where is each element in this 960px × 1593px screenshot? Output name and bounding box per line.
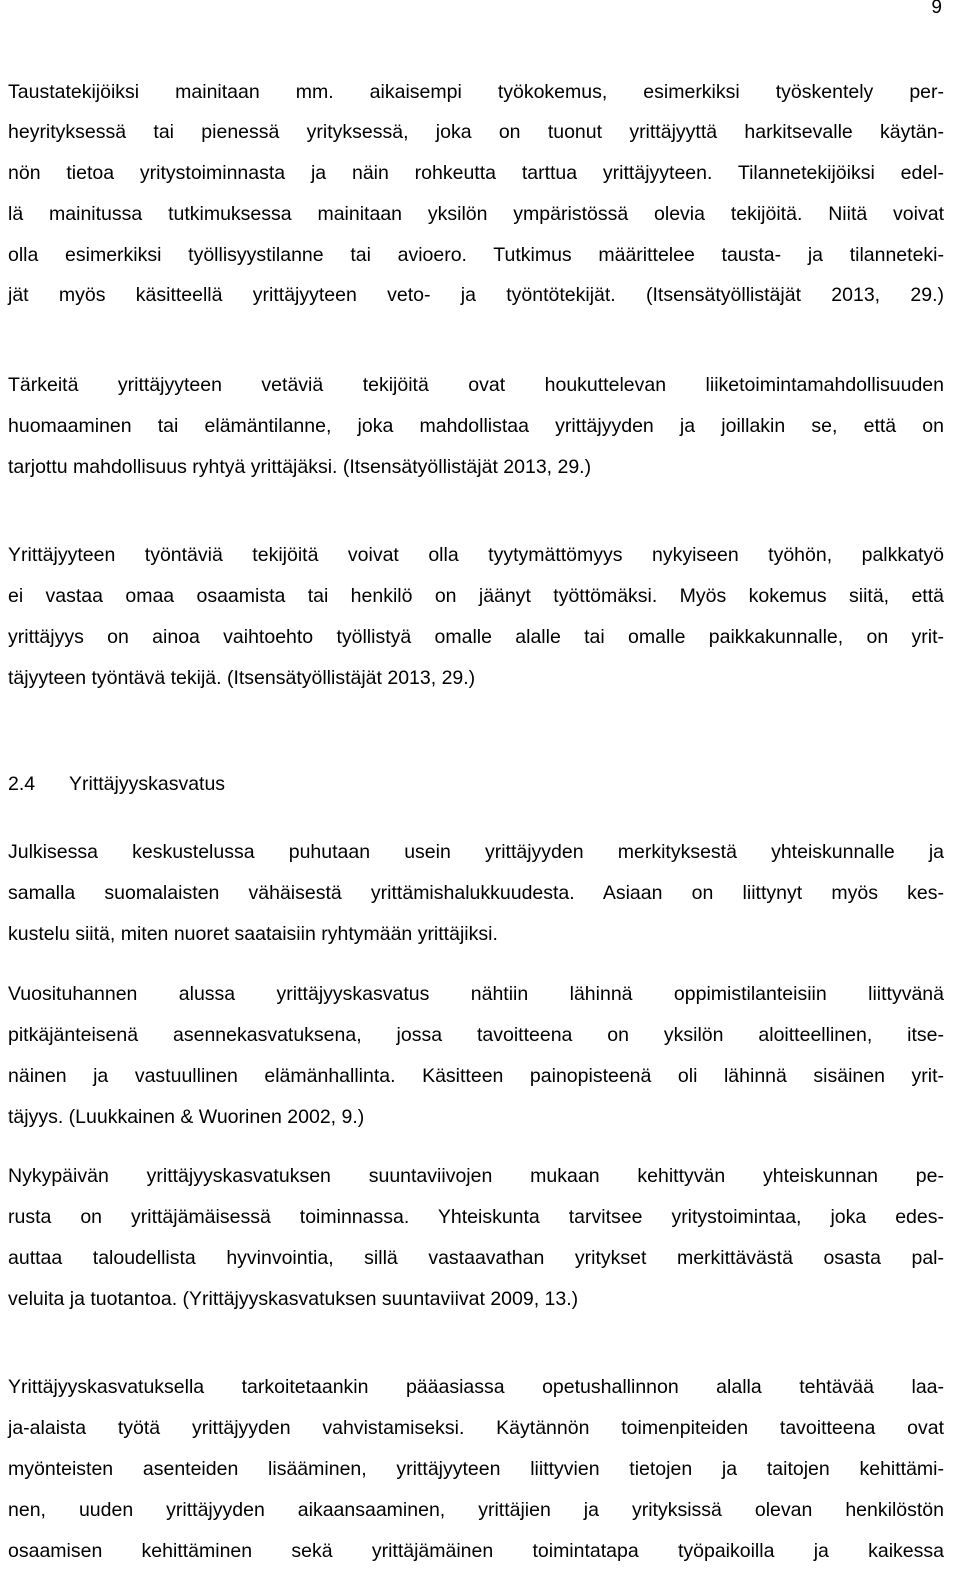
text-line: samalla suomalaisten vähäisestä yrittämishalukkuudesta. Asiaan on liittynyt myös kes- (8, 882, 944, 904)
text-line: ei vastaa omaa osaamista tai henkilö on jäänyt työttömäksi. Myös kokemus siitä, että (8, 585, 944, 607)
section-number: 2.4 (8, 773, 36, 795)
text-line: myönteisten asenteiden lisääminen, yrittäjyyteen liittyvien tietojen ja taitojen kehittämi- (8, 1458, 944, 1480)
text-line: yrittäjyys on ainoa vaihtoehto työllistyä omalle alalle tai omalle paikkakunnalle, on yrit- (8, 626, 944, 648)
text-line: kustelu siitä, miten nuoret saataisiin ryhtymään yrittäjiksi. (8, 923, 498, 945)
text-line: tarjottu mahdollisuus ryhtyä yrittäjäksi. (Itsensätyöllistäjät 2013, 29.) (8, 456, 592, 478)
text-line: Tärkeitä yrittäjyyteen vetäviä tekijöitä ovat houkuttelevan liiketoimintamahdollisuuden (8, 374, 944, 396)
text-line: Julkisessa keskustelussa puhutaan usein yrittäjyyden merkityksestä yhteiskunnalle ja (8, 841, 944, 863)
text-line: nen, uuden yrittäjyyden aikaansaaminen, yrittäjien ja yrityksissä olevan henkilöstön (8, 1499, 944, 1521)
text-line: Yrittäjyyskasvatuksella tarkoitetaankin pääasiassa opetushallinnon alalla tehtävää laa- (8, 1376, 944, 1398)
text-line: huomaaminen tai elämäntilanne, joka mahdollistaa yrittäjyyden ja joillakin se, että on (8, 415, 944, 437)
text-line: täjyyteen työntävä tekijä. (Itsensätyöllistäjät 2013, 29.) (8, 667, 476, 689)
text-line: jät myös käsitteellä yrittäjyyteen veto- ja työntötekijät. (Itsensätyöllistäjät 2013, 29.) (8, 284, 944, 306)
text-line: rusta on yrittäjämäisessä toiminnassa. Yhteiskunta tarvitsee yritystoimintaa, joka edes- (8, 1206, 944, 1228)
text-line: täjyys. (Luukkainen & Wuorinen 2002, 9.) (8, 1106, 365, 1128)
text-line: auttaa taloudellista hyvinvointia, sillä vastaavathan yritykset merkittävästä osasta pal- (8, 1247, 944, 1269)
text-line: Nykypäivän yrittäjyyskasvatuksen suuntaviivojen mukaan kehittyvän yhteiskunnan pe- (8, 1165, 944, 1187)
text-line: veluita ja tuotantoa. (Yrittäjyyskasvatuksen suuntaviivat 2009, 13.) (8, 1288, 579, 1310)
text-line: olla esimerkiksi työllisyystilanne tai avioero. Tutkimus määrittelee tausta- ja tilanneteki- (8, 244, 944, 266)
text-line: näinen ja vastuullinen elämänhallinta. Käsitteen painopisteenä oli lähinnä sisäinen yrit- (8, 1065, 944, 1087)
text-line: nön tietoa yritystoiminnasta ja näin rohkeutta tarttua yrittäjyyteen. Tilannetekijöiksi edel- (8, 162, 944, 184)
text-line: osaamisen kehittäminen sekä yrittäjämäinen toimintatapa työpaikoilla ja kaikessa (8, 1540, 944, 1562)
text-line: ja-alaista työtä yrittäjyyden vahvistamiseksi. Käytännön toimenpiteiden tavoitteena ovat (8, 1417, 944, 1439)
text-line: Vuosituhannen alussa yrittäjyyskasvatus nähtiin lähinnä oppimistilanteisiin liittyvänä (8, 983, 944, 1005)
text-line: Taustatekijöiksi mainitaan mm. aikaisempi työkokemus, esimerkiksi työskentely per- (8, 81, 944, 103)
text-line: Yrittäjyyteen työntäviä tekijöitä voivat olla tyytymättömyys nykyiseen työhön, palkkatyö (8, 544, 944, 566)
page-number: 9 (931, 0, 942, 18)
section-title: Yrittäjyyskasvatus (69, 773, 226, 795)
text-line: lä mainitussa tutkimuksessa mainitaan yksilön ympäristössä olevia tekijöitä. Niitä voivat (8, 203, 944, 225)
text-line: heyrityksessä tai pienessä yrityksessä, joka on tuonut yrittäjyyttä harkitsevalle käytän- (8, 121, 944, 143)
text-line: pitkäjänteisenä asennekasvatuksena, jossa tavoitteena on yksilön aloitteellinen, itse- (8, 1024, 944, 1046)
